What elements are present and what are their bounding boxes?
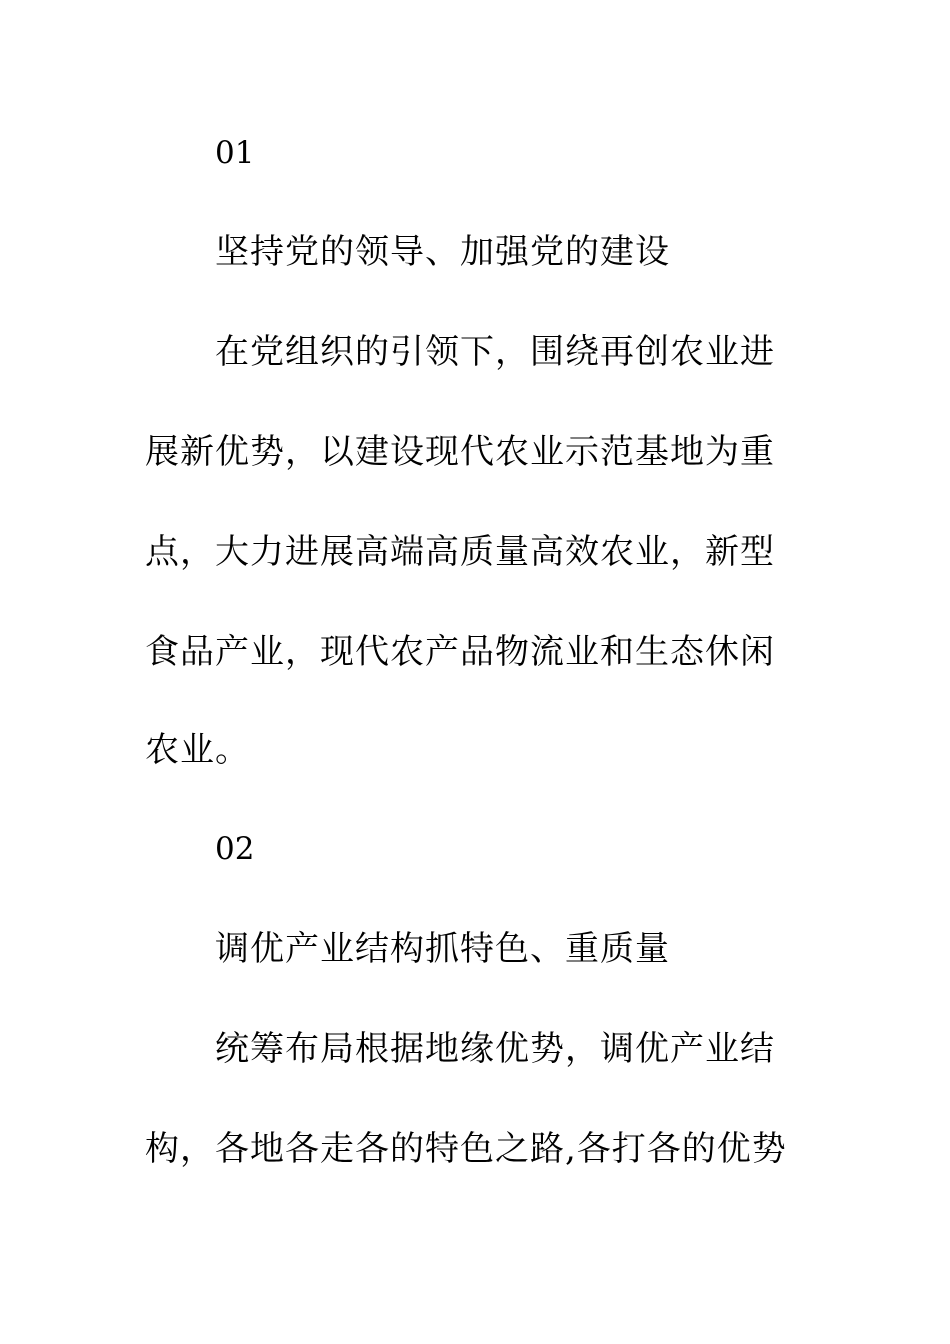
paragraph-line: 点，大力进展高端高质量高效农业，新型	[145, 532, 775, 572]
paragraph-line: 农业。	[145, 730, 250, 770]
paragraph-line: 在党组织的引领下，围绕再创农业进	[215, 332, 775, 372]
paragraph-line: 统筹布局根据地缘优势，调优产业结	[215, 1029, 775, 1069]
section-number: 01	[215, 135, 255, 171]
section-number: 02	[215, 831, 255, 867]
paragraph-line: 食品产业，现代农产品物流业和生态休闲	[145, 632, 775, 672]
section-heading: 调优产业结构抓特色、重质量	[215, 929, 670, 969]
section-heading: 坚持党的领导、加强党的建设	[215, 232, 670, 272]
paragraph-line: 构，各地各走各的特色之路,各打各的优势	[145, 1129, 787, 1169]
paragraph-line: 展新优势，以建设现代农业示范基地为重	[145, 432, 775, 472]
